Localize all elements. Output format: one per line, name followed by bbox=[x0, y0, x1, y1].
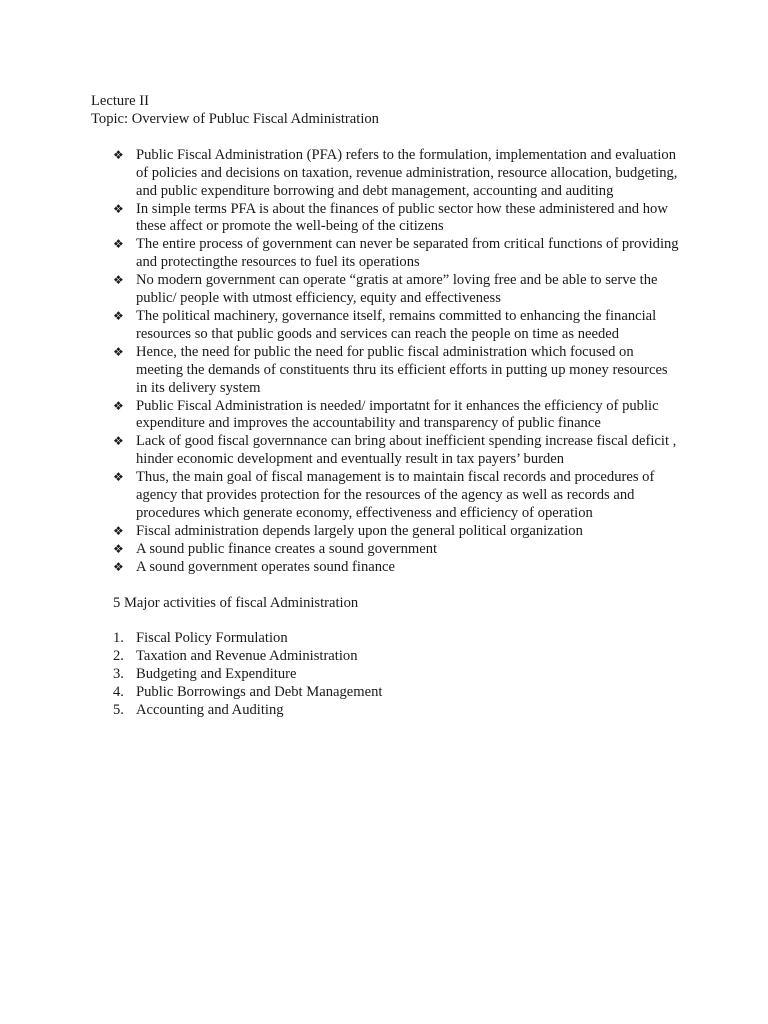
lecture-title: Lecture II bbox=[91, 93, 149, 109]
list-item bbox=[91, 469, 682, 523]
item-text: Taxation and Revenue Administration bbox=[136, 648, 358, 665]
list-item bbox=[91, 308, 682, 344]
diamond-bullet-icon: ❖ bbox=[113, 344, 124, 359]
bullet-text: In simple terms PFA is about the finances of public sector how these administered and how these affect or promote the well-being of the citizens bbox=[136, 200, 668, 235]
diamond-bullet-icon: ❖ bbox=[113, 470, 124, 485]
list-item bbox=[91, 702, 682, 720]
item-text: Accounting and Auditing bbox=[136, 702, 284, 719]
topic-title: Topic: Overview of Publuc Fiscal Administration bbox=[91, 110, 379, 127]
diamond-bullet-icon: ❖ bbox=[113, 237, 124, 252]
list-item bbox=[91, 630, 682, 648]
item-number: 1. bbox=[113, 630, 124, 647]
bullet-text: A sound government operates sound finance bbox=[136, 558, 395, 575]
list-item bbox=[91, 236, 682, 272]
list-item bbox=[91, 398, 682, 434]
list-item bbox=[91, 433, 682, 469]
bullet-text: Thus, the main goal of fiscal management is to maintain fiscal records and procedures of agency that provides protection for the resources of the agency as well as records and procedures which generate economy, effectiveness and efficiency of operation bbox=[136, 469, 655, 521]
bullet-text: Lack of good fiscal governnance can bring about inefficient spending increase fiscal deficit , hinder economic development and eventually result in tax payers’ burden bbox=[136, 433, 677, 468]
item-text: Budgeting and Expenditure bbox=[136, 666, 297, 683]
item-number: 5. bbox=[113, 702, 124, 719]
bullet-text: The political machinery, governance itself, remains committed to enhancing the financial resources so that public goods and services can reach the people on time as needed bbox=[136, 307, 657, 342]
item-text: Public Borrowings and Debt Management bbox=[136, 684, 383, 701]
list-item bbox=[91, 666, 682, 684]
item-number: 4. bbox=[113, 684, 124, 701]
diamond-bullet-icon: ❖ bbox=[113, 559, 124, 574]
list-item bbox=[91, 541, 682, 559]
list-item bbox=[91, 272, 682, 308]
list-item bbox=[91, 523, 682, 541]
list-item bbox=[91, 344, 682, 398]
bullet-text: Hence, the need for public the need for public fiscal administration which focused on meeting the demands of constituents thru its efficient efforts in putting up money resources in its delivery system bbox=[136, 343, 668, 396]
list-item bbox=[91, 559, 682, 577]
bullet-text: The entire process of government can never be separated from critical functions of providing and protectingthe resources to fuel its operations bbox=[136, 236, 679, 271]
list-item bbox=[91, 684, 682, 702]
activities-heading: 5 Major activities of fiscal Administration bbox=[113, 594, 359, 611]
diamond-bullet-icon: ❖ bbox=[113, 398, 124, 413]
diamond-bullet-icon: ❖ bbox=[113, 147, 124, 162]
list-item bbox=[91, 201, 682, 237]
bullet-text: A sound public finance creates a sound government bbox=[136, 540, 438, 557]
bullet-list bbox=[91, 147, 682, 577]
diamond-bullet-icon: ❖ bbox=[113, 523, 124, 538]
list-item bbox=[91, 147, 682, 201]
diamond-bullet-icon: ❖ bbox=[113, 434, 124, 449]
diamond-bullet-icon: ❖ bbox=[113, 541, 124, 556]
item-number: 2. bbox=[113, 648, 124, 665]
bullet-text: Public Fiscal Administration is needed/ importatnt for it enhances the efficiency of public expenditure and improves the accountability and transparency of public finance bbox=[136, 397, 659, 432]
bullet-text: No modern government can operate “gratis at amore” loving free and be able to serve the public/ people with utmost efficiency, equity and effectiveness bbox=[136, 272, 658, 307]
bullet-text: Public Fiscal Administration (PFA) refers to the formulation, implementation and evaluation of policies and decisions on taxation, revenue administration, resource allocation, budgeting, and public expenditure borrowing and debt management, accounting and auditing bbox=[136, 146, 678, 199]
bullet-text: Fiscal administration depends largely upon the general political organization bbox=[136, 522, 583, 539]
item-text: Fiscal Policy Formulation bbox=[136, 630, 288, 647]
item-number: 3. bbox=[113, 666, 124, 683]
list-item bbox=[91, 648, 682, 666]
activities-list bbox=[91, 630, 682, 720]
diamond-bullet-icon: ❖ bbox=[113, 273, 124, 288]
diamond-bullet-icon: ❖ bbox=[113, 201, 124, 216]
diamond-bullet-icon: ❖ bbox=[113, 308, 124, 323]
